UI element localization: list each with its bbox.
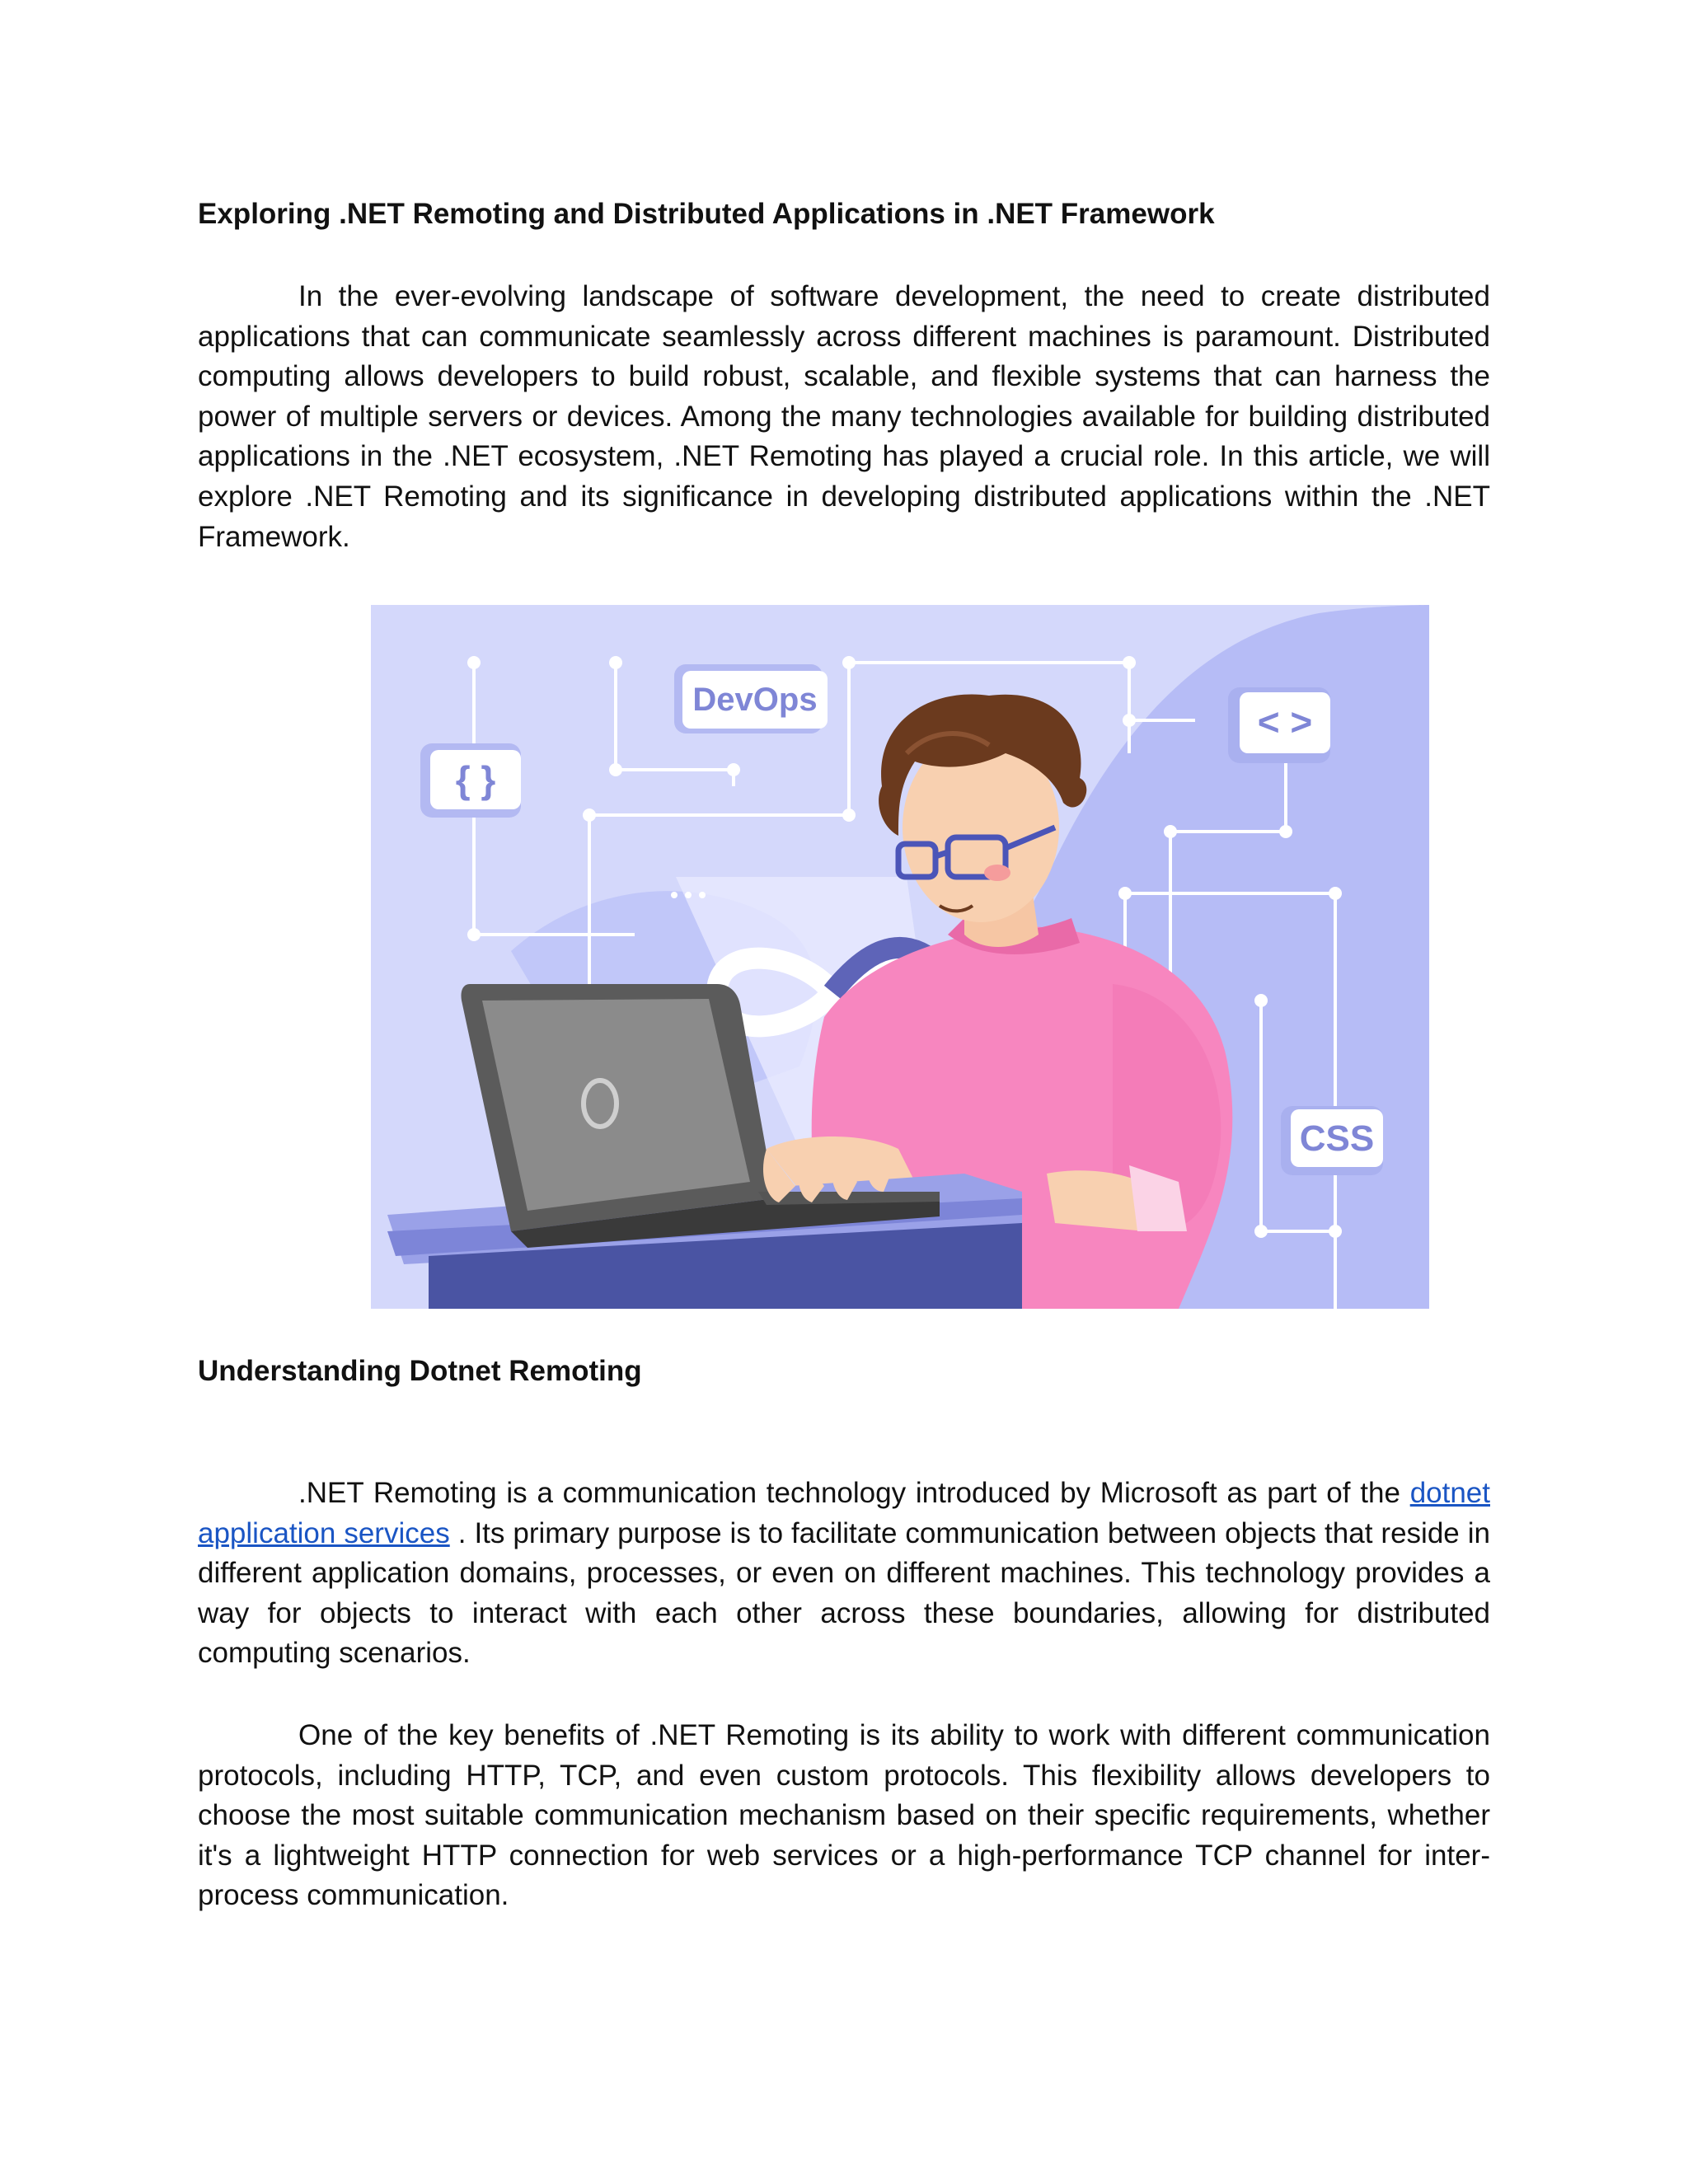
css-chip (1281, 1106, 1383, 1175)
section-p1-text-before: .NET Remoting is a communication technology introduced by Microsoft as part of the (298, 1477, 1410, 1509)
section-p1-text-after: . Its primary purpose is to facilitate communication between objects that reside in different application domains, processes, or even on different machines. This technology provides a way for objects to interact with each other across these boundaries, allowing for distributed computing scenarios. (198, 1516, 1490, 1670)
section-paragraph-2: One of the key benefits of .NET Remoting is its ability to work with different communication protocols, including HTTP, TCP, and even custom protocols. This flexibility allows developers to choose the most suitable communication mechanism based on their specific requirements, whether it's a lightweight HTTP connection for web services or a high-performance TCP channel for inter-process communication. (198, 1719, 1490, 1912)
article-title: Exploring .NET Remoting and Distributed Applications in .NET Framework (198, 198, 1215, 230)
braces-label: { } (455, 758, 496, 801)
css-label: CSS (1299, 1118, 1375, 1159)
angle-chip (1228, 687, 1330, 763)
dotnet-application-services-link[interactable]: dotnet application services (198, 1477, 1490, 1549)
devops-label: DevOps (692, 682, 818, 718)
section-heading: Understanding Dotnet Remoting (198, 1355, 642, 1387)
devops-chip (674, 664, 828, 733)
illustration (371, 605, 1429, 1309)
angle-label: < > (1257, 701, 1313, 743)
intro-paragraph: In the ever-evolving landscape of software development, the need to create distributed applications that can communicate seamlessly across different machines is paramount. Distributed computing allows developers to build robust, scalable, and flexible systems that can harness the power of multiple servers or devices. Among the many technologies available for building distributed applications in the .NET ecosystem, .NET Remoting has played a crucial role. In this article, we will explore .NET Remoting and its significance in developing distributed applications within the .NET Framework. (198, 280, 1490, 553)
section-paragraph-1 (198, 1474, 1490, 1674)
braces-chip (420, 743, 521, 818)
